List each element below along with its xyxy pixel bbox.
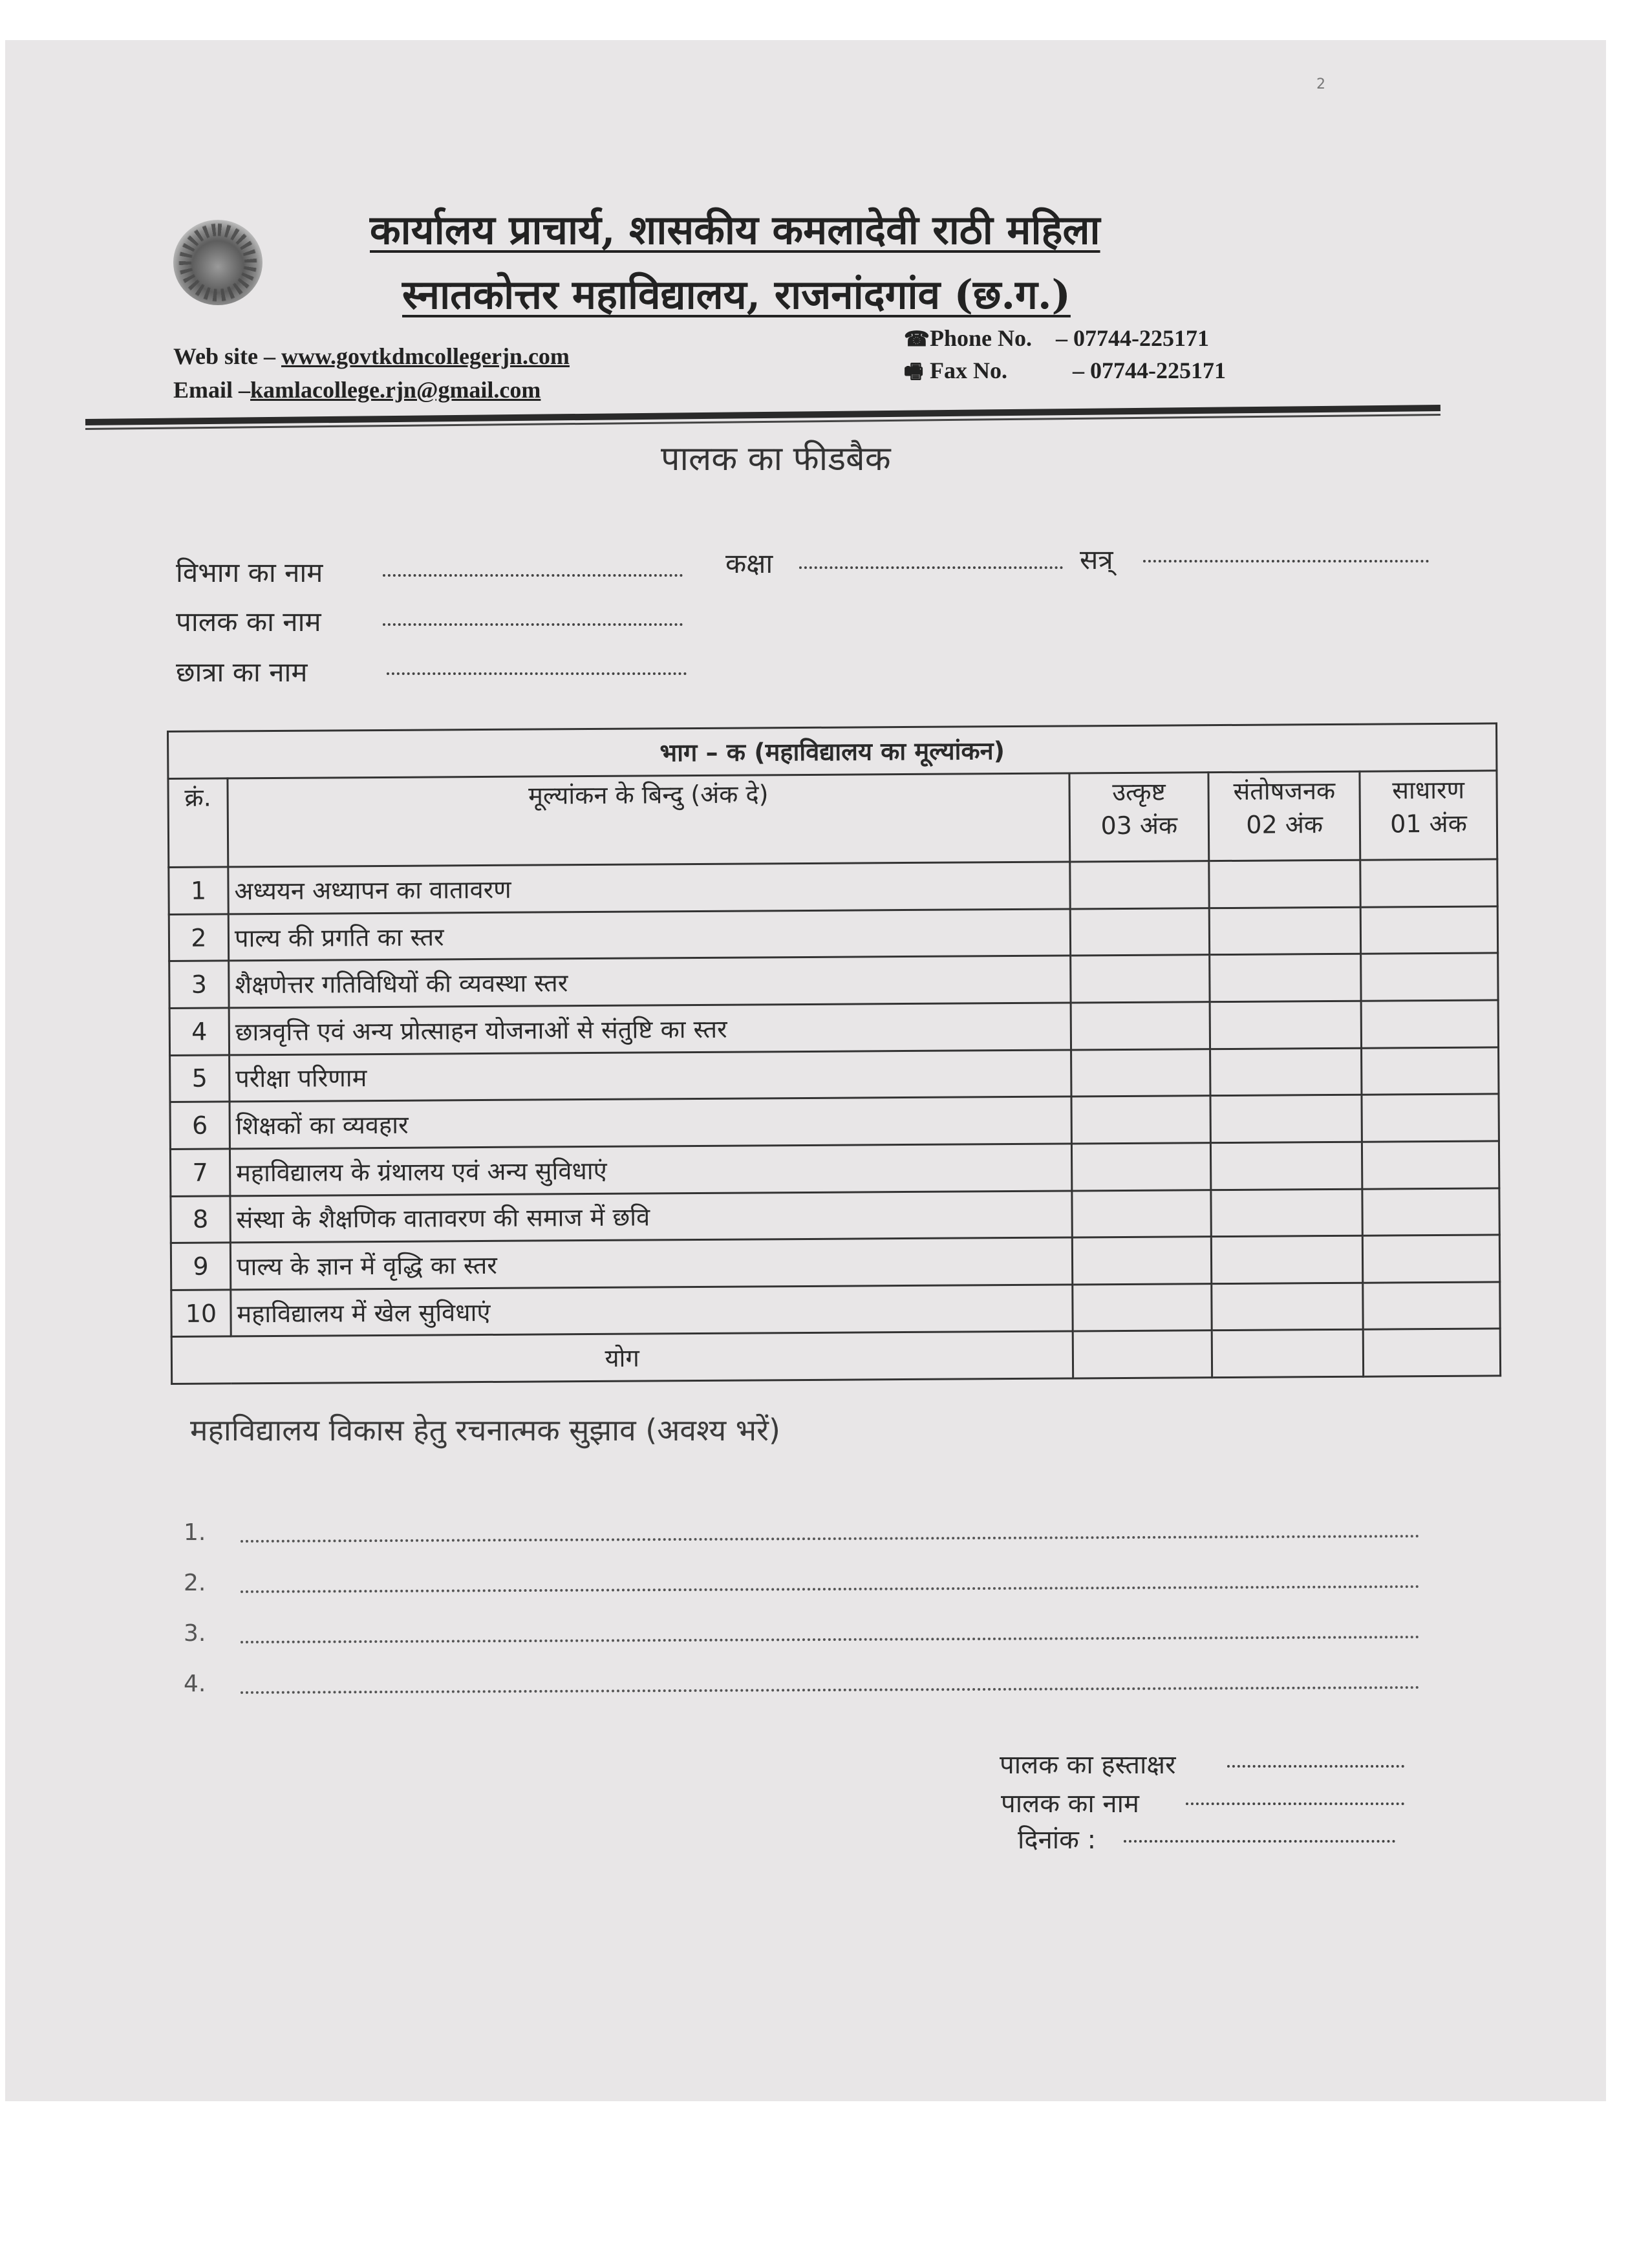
excellent-cell[interactable] bbox=[1071, 1002, 1210, 1050]
satisfactory-cell[interactable] bbox=[1211, 1189, 1362, 1237]
row-item: पाल्य की प्रगति का स्तर bbox=[228, 909, 1070, 961]
row-item: अध्ययन अध्यापन का वातावरण bbox=[228, 862, 1070, 914]
suggestion-number: 2. bbox=[184, 1570, 206, 1596]
website-label: Web site – bbox=[173, 343, 281, 369]
fax-line bbox=[904, 357, 1226, 392]
fax-number: – 07744-225171 bbox=[1073, 358, 1226, 383]
average-cell[interactable] bbox=[1361, 1000, 1498, 1048]
rating-header-satisfactory: संतोषजनक 02 अंक bbox=[1208, 771, 1360, 861]
satisfactory-cell[interactable] bbox=[1212, 1283, 1363, 1331]
satisfactory-cell[interactable] bbox=[1209, 860, 1360, 908]
row-item: शिक्षकों का व्यवहार bbox=[230, 1097, 1071, 1149]
row-number: 2 bbox=[169, 914, 228, 961]
excellent-cell[interactable] bbox=[1072, 1237, 1212, 1285]
suggestions-title: महाविद्यालय विकास हेतु रचनात्मक सुझाव (अवश्य भरें) bbox=[190, 1413, 780, 1448]
row-number: 3 bbox=[169, 961, 229, 1008]
website-link[interactable]: www.govtkdmcollegerjn.com bbox=[281, 343, 570, 369]
row-item: संस्था के शैक्षणिक वातावरण की समाज में छवि bbox=[230, 1190, 1072, 1243]
row-item: महाविद्यालय के ग्रंथालय एवं अन्य सुविधाएं bbox=[230, 1144, 1071, 1196]
satisfactory-total-cell[interactable] bbox=[1212, 1330, 1363, 1378]
parent-name-input-line[interactable] bbox=[383, 623, 683, 626]
excellent-cell[interactable] bbox=[1070, 908, 1210, 956]
excellent-cell[interactable] bbox=[1071, 1143, 1211, 1191]
average-cell[interactable] bbox=[1360, 859, 1497, 907]
session-input-line[interactable] bbox=[1143, 560, 1429, 562]
suggestion-number: 1. bbox=[184, 1519, 206, 1546]
table-row bbox=[169, 1000, 1498, 1055]
average-cell[interactable] bbox=[1362, 1094, 1499, 1142]
page-number: 2 bbox=[1316, 76, 1325, 92]
row-item: महाविद्यालय में खेल सुविधाएं bbox=[231, 1285, 1073, 1337]
excellent-cell[interactable] bbox=[1070, 955, 1210, 1003]
college-seal-rays bbox=[173, 220, 262, 305]
excellent-cell[interactable] bbox=[1072, 1283, 1212, 1331]
average-cell[interactable] bbox=[1362, 1047, 1499, 1095]
points-header: मूल्यांकन के बिन्दु (अंक दे) bbox=[228, 773, 1069, 868]
suggestion-number: 3. bbox=[184, 1620, 206, 1647]
department-input-line[interactable] bbox=[383, 574, 683, 577]
total-label: योग bbox=[171, 1331, 1073, 1384]
table-row bbox=[169, 953, 1498, 1008]
row-item: पाल्य के ज्ञान में वृद्धि का स्तर bbox=[230, 1237, 1072, 1290]
total-row bbox=[171, 1329, 1500, 1384]
excellent-cell[interactable] bbox=[1071, 1096, 1211, 1144]
excellent-total-cell[interactable] bbox=[1073, 1331, 1212, 1378]
date-line[interactable] bbox=[1124, 1840, 1395, 1843]
average-total-cell[interactable] bbox=[1363, 1329, 1500, 1376]
phone-number: – 07744-225171 bbox=[1056, 325, 1210, 351]
excellent-cell[interactable] bbox=[1071, 1049, 1210, 1097]
parent-name-label: पालक का नाम bbox=[176, 606, 321, 637]
row-item: शैक्षणेत्तर गतिविधियों की व्यवस्था स्तर bbox=[229, 956, 1071, 1008]
fax-icon: 🖷 bbox=[904, 359, 924, 383]
session-label: सत्र् bbox=[1080, 544, 1113, 575]
excellent-cell[interactable] bbox=[1069, 861, 1209, 909]
student-name-label: छात्रा का नाम bbox=[176, 656, 308, 688]
rating-header-average: साधारण 01 अंक bbox=[1360, 771, 1497, 861]
row-number: 4 bbox=[169, 1008, 229, 1055]
website-line bbox=[173, 343, 570, 370]
row-number: 1 bbox=[169, 867, 228, 914]
suggestion-number: 4. bbox=[184, 1671, 206, 1697]
table-row bbox=[171, 1282, 1500, 1337]
table-row bbox=[171, 1188, 1499, 1243]
row-number: 10 bbox=[171, 1290, 231, 1337]
excellent-cell[interactable] bbox=[1071, 1190, 1211, 1237]
satisfactory-cell[interactable] bbox=[1210, 1048, 1362, 1096]
average-cell[interactable] bbox=[1360, 906, 1497, 954]
date-label: दिनांक : bbox=[1018, 1825, 1097, 1855]
row-number: 6 bbox=[170, 1102, 230, 1149]
student-name-input-line[interactable] bbox=[387, 672, 687, 675]
satisfactory-cell[interactable] bbox=[1210, 1001, 1361, 1049]
parent-name-sign-line[interactable] bbox=[1186, 1803, 1404, 1805]
parent-signature-label: पालक का हस्ताक्षर bbox=[1000, 1750, 1176, 1780]
row-number: 9 bbox=[171, 1243, 230, 1290]
row-item: परीक्षा परिणाम bbox=[230, 1050, 1071, 1102]
email-link[interactable]: kamlacollege.rjn@gmail.com bbox=[250, 377, 541, 403]
satisfactory-cell[interactable] bbox=[1210, 1095, 1362, 1143]
form-title: पालक का फीडबैक bbox=[661, 440, 891, 478]
table-row bbox=[170, 1047, 1499, 1102]
average-cell[interactable] bbox=[1362, 1235, 1499, 1283]
row-number: 8 bbox=[171, 1195, 230, 1243]
table-row bbox=[170, 1094, 1499, 1149]
class-input-line[interactable] bbox=[799, 566, 1063, 569]
row-number: 5 bbox=[170, 1055, 230, 1102]
table-row bbox=[169, 859, 1497, 914]
telephone-icon: ☎ bbox=[904, 327, 930, 350]
fax-label: Fax No. bbox=[930, 358, 1007, 383]
satisfactory-cell[interactable] bbox=[1212, 1236, 1363, 1283]
table-row bbox=[170, 1141, 1499, 1196]
college-title-line2: स्नातकोत्तर महाविद्यालय, राजनांदगांव (छ.ग.) bbox=[402, 271, 1071, 318]
phone-label: Phone No. bbox=[930, 325, 1033, 351]
serial-header: क्रं. bbox=[168, 778, 228, 868]
average-cell[interactable] bbox=[1361, 953, 1498, 1001]
phone-line bbox=[904, 325, 1209, 352]
row-number: 7 bbox=[170, 1149, 230, 1196]
parent-signature-line[interactable] bbox=[1227, 1765, 1404, 1768]
class-label: कक्षा bbox=[725, 548, 773, 579]
email-line bbox=[173, 376, 541, 403]
parent-name-sign-label: पालक का नाम bbox=[1001, 1789, 1139, 1819]
satisfactory-cell[interactable] bbox=[1211, 1142, 1362, 1190]
row-item: छात्रवृत्ति एवं अन्य प्रोत्साहन योजनाओं से संतुष्टि का स्तर bbox=[229, 1003, 1071, 1055]
satisfactory-cell[interactable] bbox=[1209, 907, 1360, 955]
department-label: विभाग का नाम bbox=[176, 557, 323, 588]
evaluation-table bbox=[167, 722, 1501, 1385]
email-label: Email – bbox=[173, 377, 251, 403]
section-title: भाग – क (महाविद्यालय का मूल्यांकन) bbox=[168, 723, 1497, 778]
average-cell[interactable] bbox=[1362, 1141, 1499, 1189]
satisfactory-cell[interactable] bbox=[1210, 954, 1361, 1002]
table-row bbox=[169, 906, 1497, 961]
average-cell[interactable] bbox=[1363, 1282, 1500, 1330]
average-cell[interactable] bbox=[1362, 1188, 1499, 1236]
rating-header-excellent: उत्कृष्ट 03 अंक bbox=[1069, 772, 1209, 862]
table-row bbox=[171, 1235, 1499, 1290]
college-title-line1: कार्यालय प्राचार्य, शासकीय कमलादेवी राठी महिला bbox=[370, 206, 1100, 253]
